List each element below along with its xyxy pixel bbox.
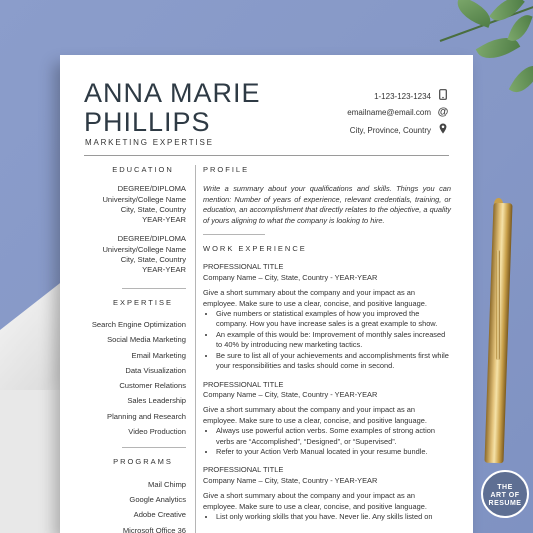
job-bullets xyxy=(203,512,451,522)
profile-heading: PROFILE xyxy=(203,165,250,174)
job-bullets xyxy=(203,309,451,371)
location-text: City, Province, Country xyxy=(349,125,431,135)
job-bullet: • Give numbers or statistical examples of how you improved the company. How you have increase sales is a great example to show. xyxy=(216,309,451,330)
right-column xyxy=(203,165,451,522)
job-bullet: • List only working skills that you have. Never lie. Any skills listed on xyxy=(216,512,451,522)
school-years: YEAR-YEAR xyxy=(142,215,186,225)
name-line-2: PHILLIPS xyxy=(84,107,211,137)
programs-heading: PROGRAMS xyxy=(113,457,173,467)
job-company: Company Name – City, State, Country - YEAR-YEAR xyxy=(203,389,378,399)
job-bullet: • Refer to your Action Verb Manual located in your resume bundle. xyxy=(216,447,451,457)
profile-text: Write a summary about your qualifications and skills. Things you can mention: Number of years of experience, relevant credentials, training, or education, an accomplishment that directly relates to the objective, a quality of yours aligning to what the company is looking to hire. xyxy=(203,184,451,225)
job-bullet: • Always use powerful action verbs. Some examples of strong action verbs are “Accomplished”, “Designed”, or “Supervised”. xyxy=(216,426,451,447)
column-divider xyxy=(195,165,196,533)
name-line-1: ANNA MARIE xyxy=(84,78,261,108)
job-bullet: • An example of this would be: Improvement of monthly sales increased to 40% by introducing new marketing tactics. xyxy=(216,330,451,351)
job-title: PROFESSIONAL TITLE xyxy=(203,262,284,272)
education-entry xyxy=(60,234,186,275)
work-heading: WORK EXPERIENCE xyxy=(203,244,307,254)
pin-icon xyxy=(437,123,449,137)
expertise-heading: EXPERTISE xyxy=(113,297,173,307)
tagline: MARKETING EXPERTISE xyxy=(85,138,214,147)
program-item: Microsoft Office 36 xyxy=(122,525,186,533)
job-summary: Give a short summary about the company and your impact as an employee. Make sure to use a clear, concise, and positive language. xyxy=(203,288,427,308)
job-bullet: • Be sure to list all of your achievements and accomplishments first while your responsibilities and tasks should come in second. xyxy=(216,351,451,372)
brand-badge xyxy=(481,470,529,518)
at-icon: @ xyxy=(437,106,449,118)
job-summary: Give a short summary about the company and your impact as an employee. Make sure to use a clear, concise, and positive language. xyxy=(203,491,427,511)
candidate-name xyxy=(84,79,261,137)
job-title: PROFESSIONAL TITLE xyxy=(203,379,284,389)
badge-line-1: THE xyxy=(497,484,513,491)
job-company: Company Name – City, State, Country - YEAR-YEAR xyxy=(203,272,378,282)
education-entry xyxy=(60,184,186,225)
program-item: Google Analytics xyxy=(129,494,186,504)
email-text: emailname@email.com xyxy=(347,107,431,117)
expertise-list xyxy=(60,317,186,439)
contact-email xyxy=(347,106,449,118)
program-item: Adobe Creative xyxy=(133,510,186,520)
resume-page xyxy=(60,55,473,533)
badge-line-3: RESUME xyxy=(488,500,522,507)
expertise-item: Video Production xyxy=(128,427,186,437)
job-entry xyxy=(203,262,451,371)
degree: DEGREE/DIPLOMA xyxy=(117,234,186,244)
programs-list xyxy=(60,477,186,533)
contact-location xyxy=(350,123,449,137)
expertise-item: Data Visualization xyxy=(125,365,186,375)
school-years: YEAR-YEAR xyxy=(142,265,186,275)
expertise-item: Customer Relations xyxy=(119,381,186,391)
program-item: Mail Chimp xyxy=(148,479,186,489)
left-column xyxy=(60,165,186,533)
phone-icon xyxy=(437,89,449,103)
job-entry xyxy=(203,380,451,458)
expertise-item: Search Engine Optimization xyxy=(91,319,186,329)
job-title: PROFESSIONAL TITLE xyxy=(203,465,284,475)
job-entry xyxy=(203,465,451,522)
job-bullets xyxy=(203,426,451,457)
school-location: City, State, Country xyxy=(120,255,186,265)
badge-line-2: ART OF xyxy=(490,492,520,499)
degree: DEGREE/DIPLOMA xyxy=(117,184,186,194)
school: University/College Name xyxy=(102,244,186,254)
header-divider xyxy=(84,155,449,156)
school: University/College Name xyxy=(102,194,186,204)
contact-phone xyxy=(374,89,449,103)
expertise-item: Social Media Marketing xyxy=(107,335,186,345)
expertise-item: Email Marketing xyxy=(131,350,186,360)
expertise-item: Sales Leadership xyxy=(127,396,186,406)
job-summary: Give a short summary about the company and your impact as an employee. Make sure to use a clear, concise, and positive language. xyxy=(203,405,427,425)
phone-text: 1-123-123-1234 xyxy=(374,91,431,101)
education-heading: EDUCATION xyxy=(112,165,174,174)
job-company: Company Name – City, State, Country - YEAR-YEAR xyxy=(203,475,378,485)
expertise-item: Planning and Research xyxy=(107,411,186,421)
school-location: City, State, Country xyxy=(120,204,186,214)
